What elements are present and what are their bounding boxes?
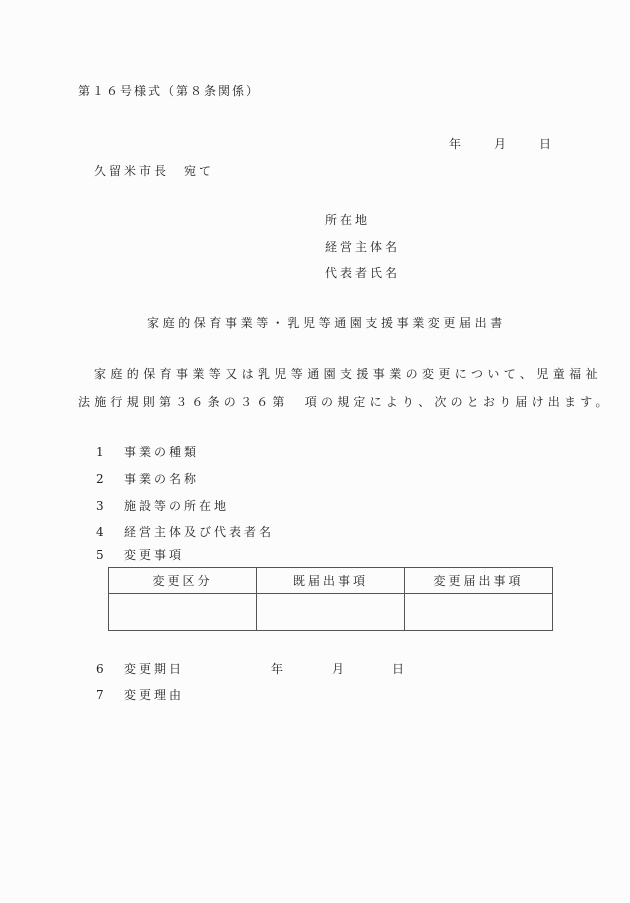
change-category-cell[interactable] (109, 594, 257, 631)
item-5 (96, 548, 184, 562)
item-number: 5 (96, 548, 104, 562)
item-2 (96, 472, 199, 486)
item-6 (96, 662, 184, 676)
item-number: 1 (96, 445, 104, 459)
change-items-table (108, 567, 553, 631)
item-label: 経営主体及び代表者名 (124, 525, 275, 539)
new-entry-cell[interactable] (405, 594, 553, 631)
body-text-line-1: 家庭的保育事業等又は乳児等通園支援事業の変更について、児童福祉 (94, 367, 602, 381)
item-number: 7 (96, 688, 104, 702)
item-7 (96, 688, 184, 702)
item-4 (96, 525, 274, 539)
column-header-previous-entry: 既届出事項 (257, 568, 405, 594)
item-number: 2 (96, 472, 104, 486)
change-date-year-label: 年 (271, 662, 287, 676)
submission-date-month-label: 月 (494, 137, 510, 151)
item-number: 6 (96, 662, 104, 676)
item-number: 3 (96, 499, 104, 513)
applicant-representative-label: 代表者氏名 (325, 266, 401, 280)
change-date-day-label: 日 (392, 662, 408, 676)
submission-date-year-label: 年 (449, 137, 465, 151)
form-number: 第１６号様式（第８条関係） (78, 84, 261, 98)
item-3 (96, 499, 229, 513)
item-label: 事業の名称 (124, 472, 200, 486)
item-1 (96, 445, 199, 459)
change-date-month-label: 月 (332, 662, 348, 676)
applicant-address-label: 所在地 (325, 213, 371, 227)
table-row (109, 594, 553, 631)
previous-entry-cell[interactable] (257, 594, 405, 631)
column-header-new-entry: 変更届出事項 (405, 568, 553, 594)
column-header-change-category: 変更区分 (109, 568, 257, 594)
applicant-operator-label: 経営主体名 (325, 240, 401, 254)
addressee: 久留米市長 宛て (94, 164, 215, 178)
table-header-row (109, 568, 553, 594)
item-label: 変更事項 (124, 548, 185, 562)
item-label: 変更期日 (124, 662, 185, 676)
item-number: 4 (96, 525, 104, 539)
item-label: 変更理由 (124, 688, 185, 702)
body-text-line-2: 法施行規則第３６条の３６第 項の規定により、次のとおり届け出ます。 (78, 395, 612, 409)
document-title: 家庭的保育事業等・乳児等通園支援事業変更届出書 (147, 316, 506, 330)
item-label: 施設等の所在地 (124, 499, 230, 513)
submission-date-day-label: 日 (539, 137, 555, 151)
item-label: 事業の種類 (124, 445, 200, 459)
